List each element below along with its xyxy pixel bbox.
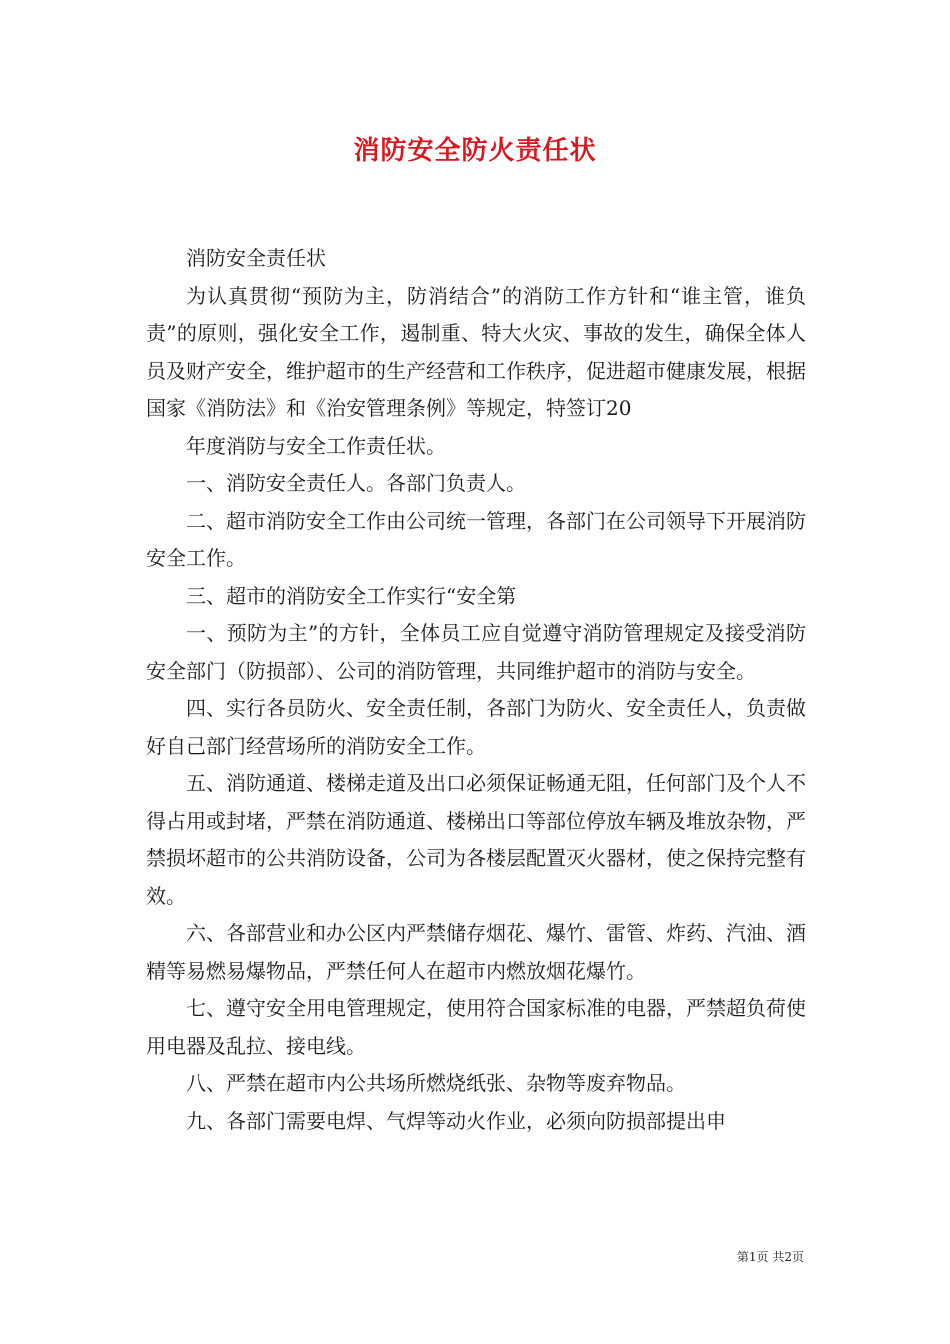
paragraph: 年度消防与安全工作责任状。 (186, 433, 446, 458)
document-body (146, 240, 806, 1140)
document-title: 消防安全防火责任状 (353, 136, 597, 166)
paragraph: 一、消防安全责任人。各部门负责人。 (186, 471, 526, 495)
page-number: 第1页 共2页 (736, 1250, 804, 1264)
paragraph: 一、预防为主”的方针，全体员工应自觉遵守消防管理规定及接受消防安全部门（防损部）、公司的消防管理，共同维护超市的消防与安全。 (146, 621, 806, 683)
paragraph: 五、消防通道、楼梯走道及出口必须保证畅通无阻，任何部门及个人不得占用或封堵，严禁在消防通道、楼梯出口等部位停放车辆及堆放杂物，严禁损坏超市的公共消防设备，公司为各楼层配置灭火器材，使之保持完整有效。 (146, 771, 806, 908)
paragraph: 三、超市的消防安全工作实行“安全第 (186, 583, 517, 608)
paragraph: 四、实行各员防火、安全责任制，各部门为防火、安全责任人，负责做好自己部门经营场所的消防安全工作。 (146, 696, 806, 758)
paragraph: 七、遵守安全用电管理规定，使用符合国家标准的电器，严禁超负荷使用电器及乱拉、接电线。 (146, 996, 806, 1058)
paragraph: 六、各部营业和办公区内严禁储存烟花、爆竹、雷管、炸药、汽油、酒精等易燃易爆物品，严禁任何人在超市内燃放烟花爆竹。 (146, 921, 806, 983)
paragraph: 为认真贯彻“预防为主，防消结合”的消防工作方针和“谁主管，谁负责”的原则，强化安全工作，遏制重、特大火灾、事故的发生，确保全体人员及财产安全，维护超市的生产经营和工作秩序，促进超市健康发展，根据国家《消防法》和《治安管理条例》等规定，特签订20 (146, 283, 806, 420)
paragraph: 消防安全责任状 (186, 246, 326, 270)
paragraph: 二、超市消防安全工作由公司统一管理，各部门在公司领导下开展消防安全工作。 (146, 508, 806, 570)
paragraph: 九、各部门需要电焊、气焊等动火作业，必须向防损部提出申 (186, 1108, 726, 1133)
paragraph: 八、严禁在超市内公共场所燃烧纸张、杂物等废弃物品。 (186, 1071, 686, 1095)
